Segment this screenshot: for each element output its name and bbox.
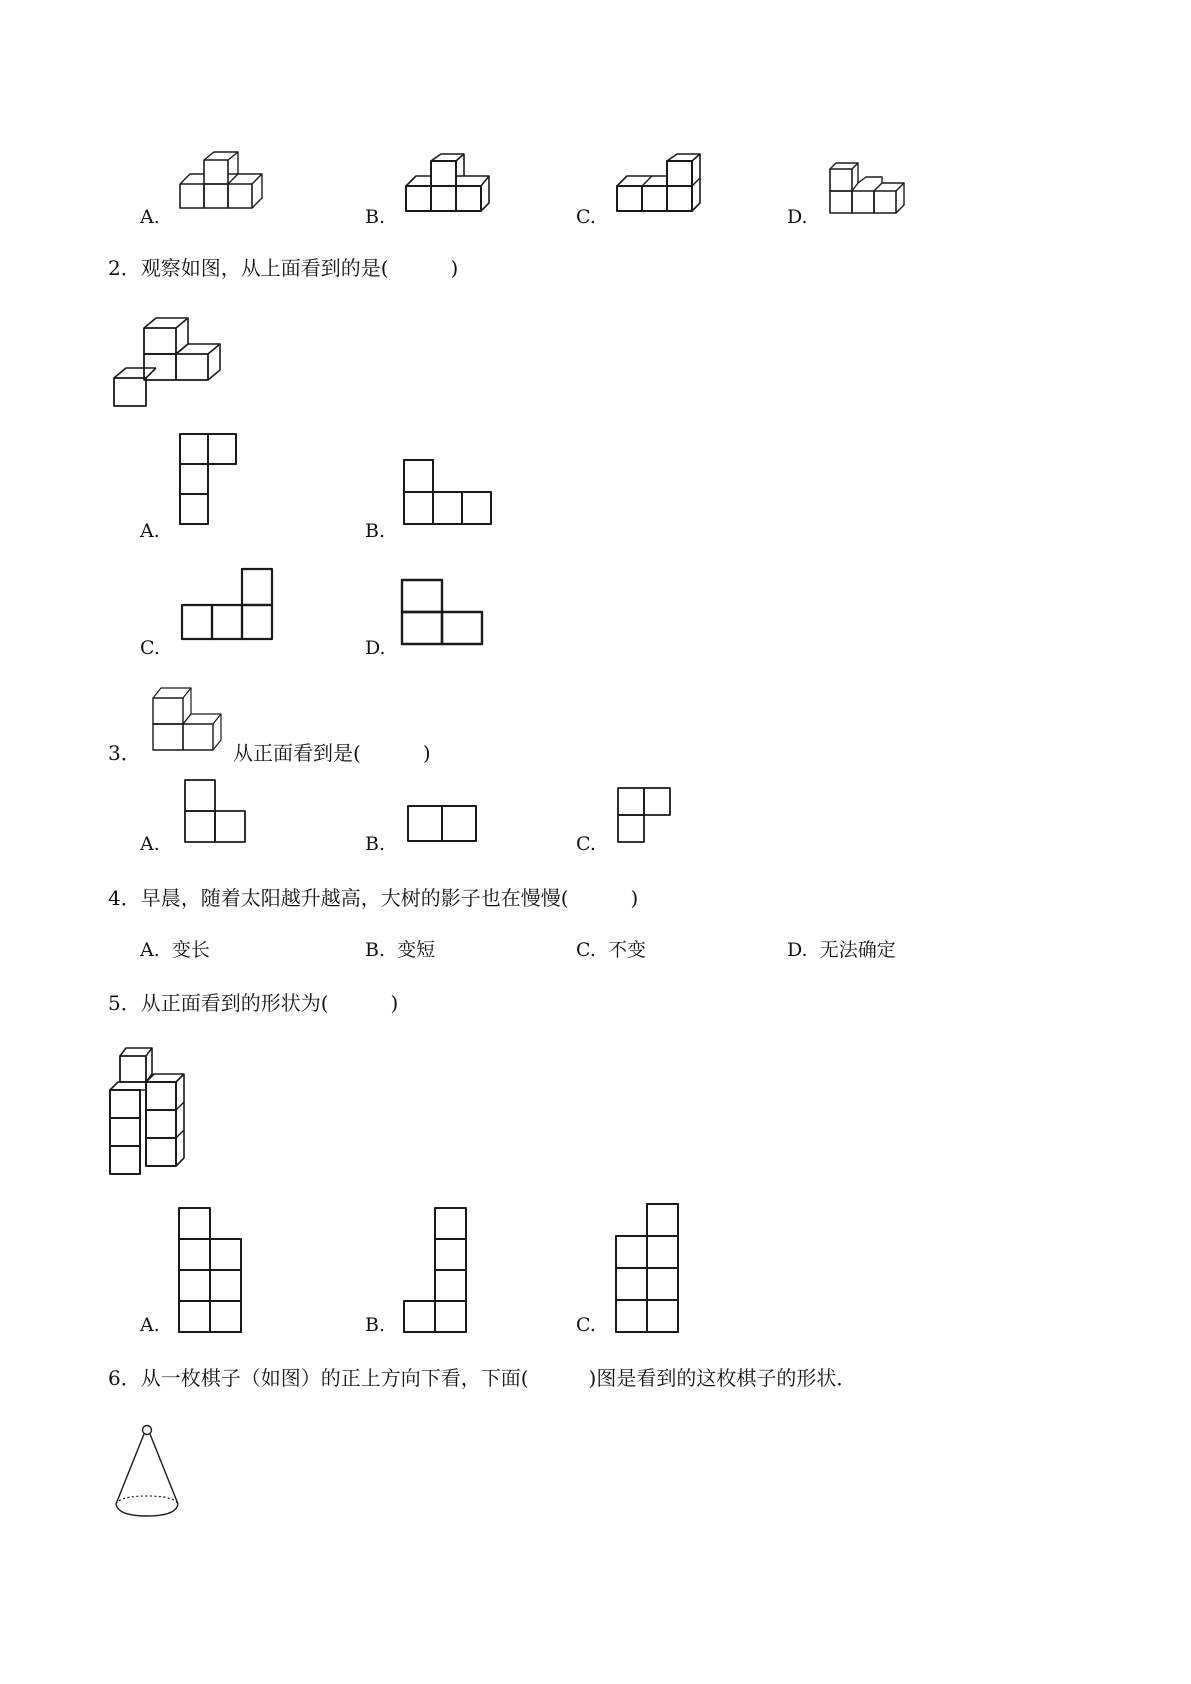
q3-option-c-figure[interactable] bbox=[616, 786, 676, 844]
q5-option-c-figure[interactable] bbox=[614, 1202, 682, 1336]
q1-option-d-label[interactable]: D. bbox=[787, 206, 808, 228]
q1-option-b-label[interactable]: B. bbox=[365, 206, 386, 228]
q5-stem: 5．从正面看到的形状为( ) bbox=[108, 991, 399, 1015]
q2-option-a-figure[interactable] bbox=[178, 432, 238, 528]
q5-option-a-label[interactable]: A. bbox=[140, 1314, 160, 1336]
q3-stem: 从正面看到是( ) bbox=[233, 741, 431, 765]
q2-cube-figure bbox=[112, 316, 234, 408]
q5-option-b-figure[interactable] bbox=[402, 1206, 470, 1336]
q3-number: 3． bbox=[108, 741, 141, 765]
q2-stem: 2．观察如图，从上面看到的是( ) bbox=[108, 256, 459, 280]
q6-chess-piece-figure bbox=[112, 1424, 184, 1520]
q3-option-a-figure[interactable] bbox=[183, 778, 249, 844]
q2-option-c-figure[interactable] bbox=[180, 567, 276, 641]
q4-option-c[interactable]: C. 不变 bbox=[576, 939, 647, 961]
q3-option-b-label[interactable]: B. bbox=[365, 833, 386, 855]
q5-cube-figure bbox=[108, 1046, 190, 1176]
q3-cube-figure bbox=[151, 686, 231, 754]
q3-option-a-label[interactable]: A. bbox=[140, 833, 160, 855]
q2-option-d-label[interactable]: D. bbox=[365, 637, 386, 659]
q2-option-b-figure[interactable] bbox=[402, 458, 494, 526]
q5-option-b-label[interactable]: B. bbox=[365, 1314, 386, 1336]
q5-option-c-label[interactable]: C. bbox=[576, 1314, 596, 1336]
q1-option-c-figure[interactable] bbox=[615, 154, 705, 218]
q3-option-c-label[interactable]: C. bbox=[576, 833, 596, 855]
q4-option-b[interactable]: B. 变短 bbox=[365, 939, 436, 961]
q4-option-a[interactable]: A. 变长 bbox=[140, 939, 210, 961]
q2-option-d-figure[interactable] bbox=[400, 578, 486, 646]
q3-option-b-figure[interactable] bbox=[406, 804, 480, 844]
q4-stem: 4．早晨，随着太阳越升越高，大树的影子也在慢慢( ) bbox=[108, 886, 639, 910]
q2-option-b-label[interactable]: B. bbox=[365, 520, 386, 542]
q1-option-a-label[interactable]: A. bbox=[140, 206, 160, 228]
q1-option-d-figure[interactable] bbox=[828, 163, 913, 219]
q6-stem: 6．从一枚棋子（如图）的正上方向下看，下面( )图是看到的这枚棋子的形状． bbox=[108, 1366, 857, 1390]
q1-option-b-figure[interactable] bbox=[404, 154, 494, 218]
q4-option-d[interactable]: D. 无法确定 bbox=[787, 939, 896, 961]
q2-option-a-label[interactable]: A. bbox=[140, 520, 160, 542]
q5-option-a-figure[interactable] bbox=[177, 1206, 245, 1336]
q2-option-c-label[interactable]: C. bbox=[140, 637, 160, 659]
q1-option-c-label[interactable]: C. bbox=[576, 206, 596, 228]
q1-option-a-figure[interactable] bbox=[178, 152, 273, 217]
